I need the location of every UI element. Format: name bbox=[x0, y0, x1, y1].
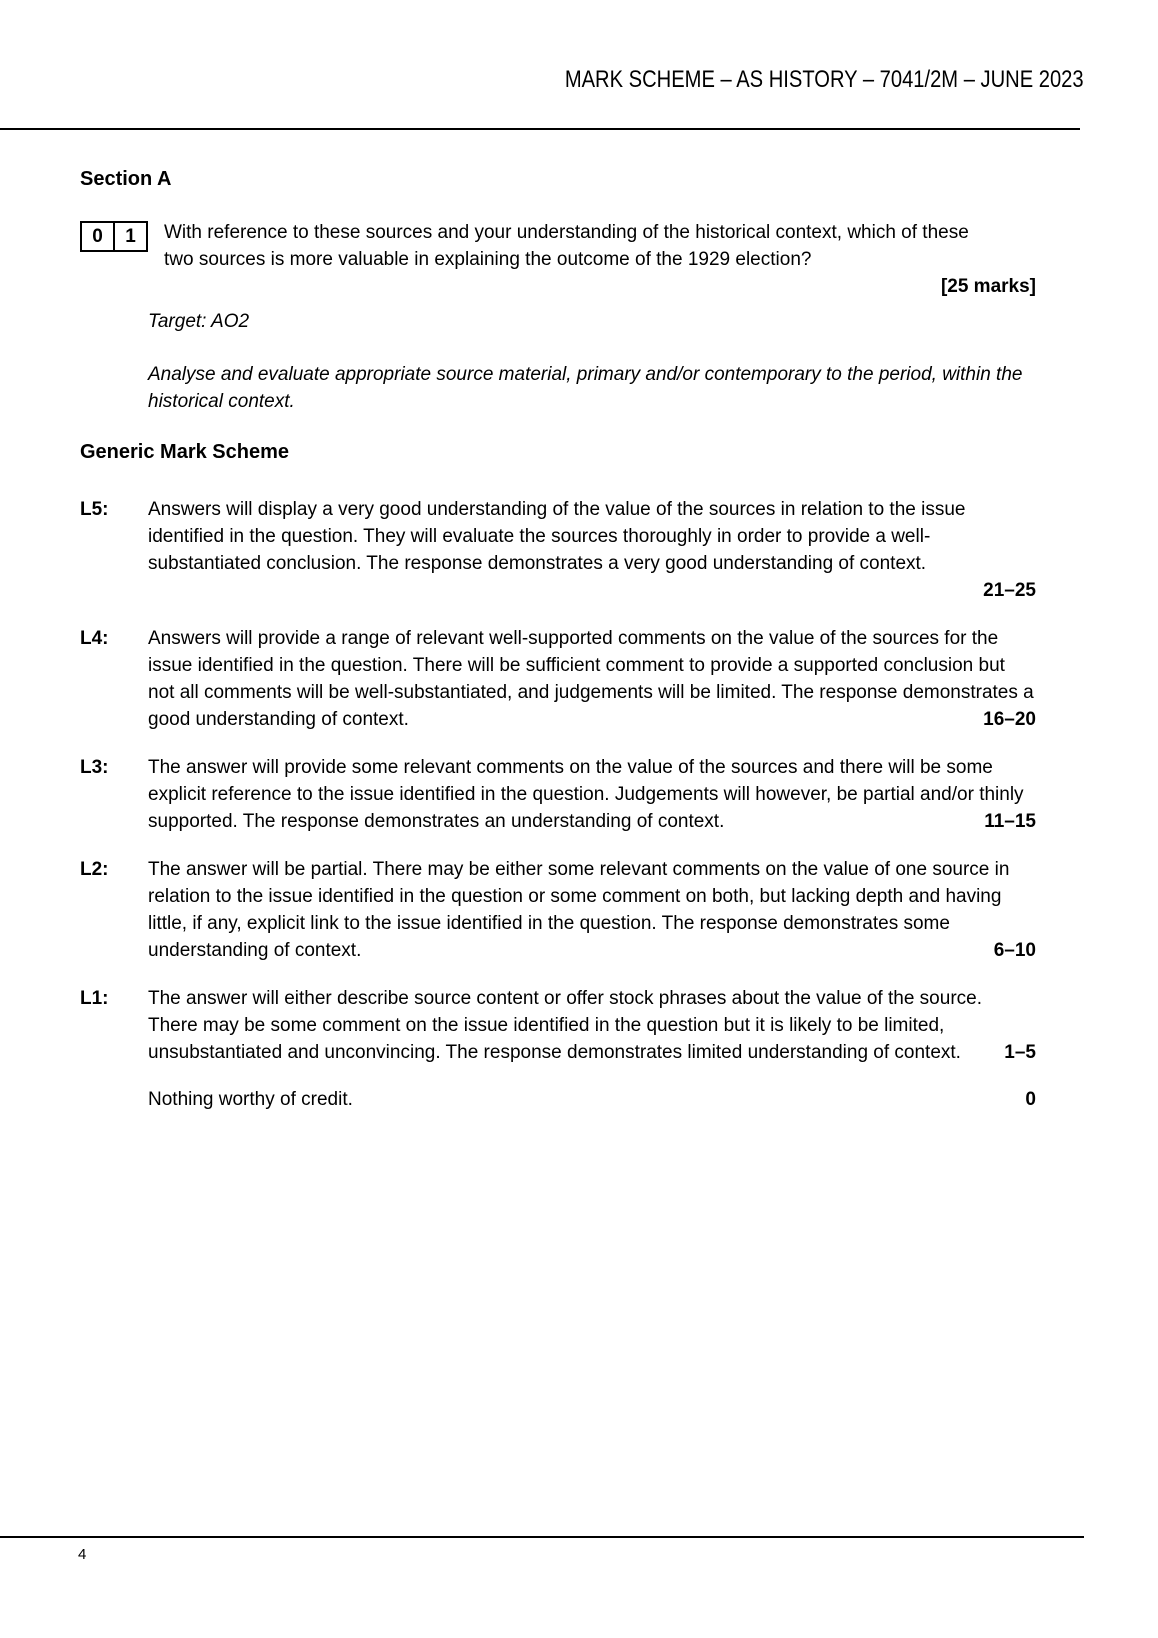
question-number-box bbox=[80, 221, 148, 252]
level-label: L5: bbox=[80, 499, 109, 520]
question-text: With reference to these sources and your understanding of the historical context, which of these two sources is more valuable in explaining the outcome of the 1929 election? bbox=[164, 222, 969, 270]
level-descriptor-text: Answers will display a very good understanding of the value of the sources in relation to the issue identified in the question. They will evaluate the sources thoroughly in order to provide a well-substantiated conclusion. The response demonstrates a very good understanding of context. bbox=[148, 499, 966, 574]
level-label: L4: bbox=[80, 628, 109, 649]
question-block bbox=[80, 219, 1036, 273]
level-marks-range: 6–10 bbox=[993, 940, 1036, 961]
level-descriptor bbox=[148, 856, 1036, 964]
level-descriptor-text: The answer will provide some relevant comments on the value of the sources and there will be some explicit reference to the issue identified in the question. Judgements will however, be partial and/or thinly supported. The response demonstrates an understanding of context. bbox=[148, 757, 1024, 832]
target-line: Target: AO2 bbox=[148, 311, 250, 332]
zero-credit-descriptor bbox=[148, 1086, 1036, 1113]
document-header-title: MARK SCHEME – AS HISTORY – 7041/2M – JUNE 2023 bbox=[565, 66, 1084, 93]
level-descriptor-text: The answer will be partial. There may be either some relevant comments on the value of one source in relation to the issue identified in the question or some comment on both, but lacking depth and having little, if any, explicit link to the issue identified in the question. The response demonstrates some understanding of context. bbox=[148, 859, 1010, 961]
zero-credit-text: Nothing worthy of credit. bbox=[148, 1089, 353, 1110]
assessment-objective-text: Analyse and evaluate appropriate source material, primary and/or contemporary to the period, within the historical context. bbox=[148, 364, 1023, 412]
question-number-digit: 1 bbox=[125, 226, 136, 247]
level-marks-range: 11–15 bbox=[984, 811, 1036, 832]
level-descriptor bbox=[148, 496, 1036, 604]
level-label: L3: bbox=[80, 757, 109, 778]
level-label: L1: bbox=[80, 988, 109, 1009]
header-rule bbox=[0, 128, 1080, 130]
page-content bbox=[80, 148, 1036, 1113]
generic-mark-scheme-heading: Generic Mark Scheme bbox=[80, 441, 289, 463]
page-number: 4 bbox=[78, 1546, 87, 1563]
level-row-l3 bbox=[80, 754, 1036, 835]
level-label bbox=[80, 1086, 148, 1113]
level-descriptor-text: Answers will provide a range of relevant well-supported comments on the value of the sources for the issue identified in the question. There will be sufficient comment to provide a supported conclusion but not all comments will be well-substantiated, and judgements will be limited. The response demonstrates a good understanding of context. bbox=[148, 628, 1034, 730]
level-label: L2: bbox=[80, 859, 109, 880]
zero-credit-row bbox=[80, 1086, 1036, 1113]
question-marks: [25 marks] bbox=[940, 276, 1036, 297]
level-descriptor bbox=[148, 985, 1036, 1066]
zero-credit-marks: 0 bbox=[1025, 1089, 1036, 1110]
level-descriptor bbox=[148, 625, 1036, 733]
footer-rule bbox=[0, 1536, 1084, 1538]
level-marks-range: 21–25 bbox=[983, 580, 1036, 601]
level-row-l4 bbox=[80, 625, 1036, 733]
section-heading: Section A bbox=[80, 168, 172, 190]
level-marks-range: 1–5 bbox=[1004, 1042, 1036, 1063]
level-row-l5 bbox=[80, 496, 1036, 604]
level-descriptor bbox=[148, 754, 1036, 835]
level-row-l1 bbox=[80, 985, 1036, 1066]
question-number-digit: 0 bbox=[82, 223, 115, 250]
level-row-l2 bbox=[80, 856, 1036, 964]
level-descriptor-text: The answer will either describe source content or offer stock phrases about the value of the source. There may be some comment on the issue identified in the question but it is likely to be limited, unsubstantiated and unconvincing. The response demonstrates limited understanding of context. bbox=[148, 988, 982, 1063]
level-marks-range: 16–20 bbox=[983, 709, 1036, 730]
